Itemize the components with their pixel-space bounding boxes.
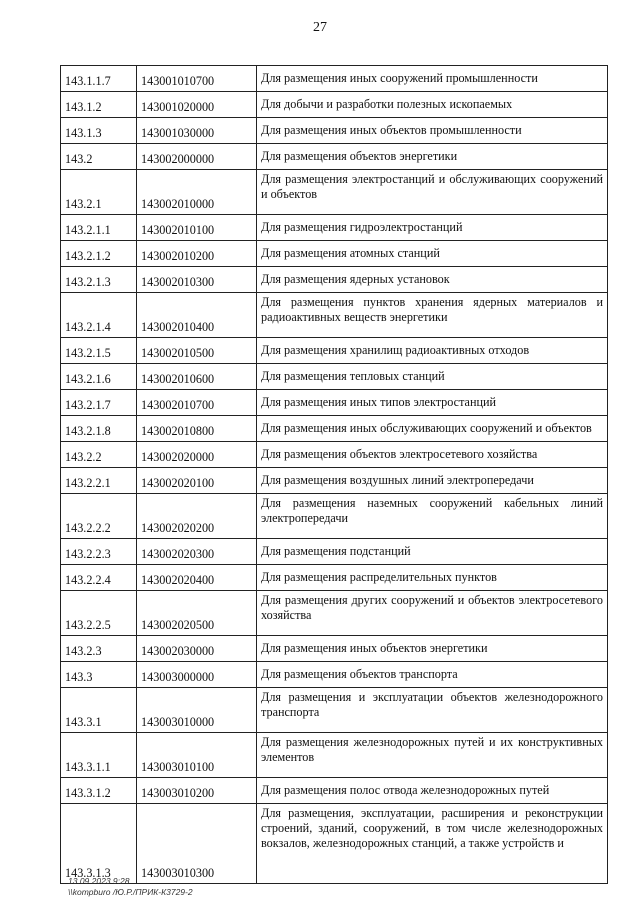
- number-cell: 143001030000: [137, 118, 257, 144]
- number-cell: 143002010400: [137, 293, 257, 338]
- description-cell: Для размещения иных сооружений промышленности: [257, 66, 608, 92]
- number-cell: 143003010300: [137, 804, 257, 884]
- table-row: [61, 215, 608, 241]
- description-cell: Для размещения объектов транспорта: [257, 662, 608, 688]
- number-cell: 143002020200: [137, 494, 257, 539]
- code-cell: 143.1.3: [61, 118, 137, 144]
- number-cell: 143002020000: [137, 442, 257, 468]
- table-row: [61, 778, 608, 804]
- number-cell: 143003010100: [137, 733, 257, 778]
- code-cell: 143.3.1.2: [61, 778, 137, 804]
- table-row: [61, 267, 608, 293]
- code-cell: 143.2.3: [61, 636, 137, 662]
- table-row: [61, 170, 608, 215]
- code-cell: 143.3.1.1: [61, 733, 137, 778]
- footer-timestamp: 13.09.2023 9:28: [68, 876, 130, 886]
- number-cell: 143003000000: [137, 662, 257, 688]
- number-cell: 143002010300: [137, 267, 257, 293]
- table-row: [61, 539, 608, 565]
- code-cell: 143.2.2: [61, 442, 137, 468]
- code-cell: 143.2: [61, 144, 137, 170]
- code-cell: 143.2.1.1: [61, 215, 137, 241]
- table-row: [61, 241, 608, 267]
- description-cell: Для размещения полос отвода железнодорожных путей: [257, 778, 608, 804]
- table-row: [61, 66, 608, 92]
- table-row: [61, 416, 608, 442]
- classification-table: [60, 65, 608, 884]
- description-cell: Для размещения иных обслуживающих сооружений и объектов: [257, 416, 608, 442]
- footer-file-path: \\kompburo /Ю.Р./ПРИК-К3729-2: [68, 887, 193, 897]
- code-cell: 143.3.1.3: [61, 804, 137, 884]
- number-cell: 143002010100: [137, 215, 257, 241]
- code-cell: 143.2.1.7: [61, 390, 137, 416]
- number-cell: 143003010000: [137, 688, 257, 733]
- code-cell: 143.2.1.2: [61, 241, 137, 267]
- number-cell: 143001020000: [137, 92, 257, 118]
- code-cell: 143.1.1.7: [61, 66, 137, 92]
- number-cell: 143002010500: [137, 338, 257, 364]
- code-cell: 143.2.1.5: [61, 338, 137, 364]
- table-row: [61, 364, 608, 390]
- number-cell: 143002020300: [137, 539, 257, 565]
- table-row: [61, 338, 608, 364]
- number-cell: 143001010700: [137, 66, 257, 92]
- code-cell: 143.3: [61, 662, 137, 688]
- code-cell: 143.2.1.4: [61, 293, 137, 338]
- description-cell: Для размещения пунктов хранения ядерных материалов и радиоактивных веществ энергетики: [257, 293, 608, 338]
- number-cell: 143002020400: [137, 565, 257, 591]
- description-cell: Для размещения наземных сооружений кабельных линий электропередачи: [257, 494, 608, 539]
- table-row: [61, 118, 608, 144]
- description-cell: Для размещения электростанций и обслуживающих сооружений и объектов: [257, 170, 608, 215]
- description-cell: Для размещения других сооружений и объектов электросетевого хозяйства: [257, 591, 608, 636]
- table-row: [61, 733, 608, 778]
- description-cell: Для размещения распределительных пунктов: [257, 565, 608, 591]
- description-cell: Для размещения ядерных установок: [257, 267, 608, 293]
- description-cell: Для размещения атомных станций: [257, 241, 608, 267]
- description-cell: Для размещения объектов электросетевого хозяйства: [257, 442, 608, 468]
- number-cell: 143002030000: [137, 636, 257, 662]
- table-row: [61, 92, 608, 118]
- description-cell: Для размещения иных объектов энергетики: [257, 636, 608, 662]
- code-cell: 143.2.2.3: [61, 539, 137, 565]
- table-row: [61, 442, 608, 468]
- table-row: [61, 390, 608, 416]
- number-cell: 143002020100: [137, 468, 257, 494]
- code-cell: 143.2.2.1: [61, 468, 137, 494]
- description-cell: Для размещения воздушных линий электропередачи: [257, 468, 608, 494]
- description-cell: Для размещения иных типов электростанций: [257, 390, 608, 416]
- table-body: [61, 66, 608, 884]
- table-row: [61, 636, 608, 662]
- description-cell: Для добычи и разработки полезных ископаемых: [257, 92, 608, 118]
- table-row: [61, 144, 608, 170]
- description-cell: Для размещения гидроэлектростанций: [257, 215, 608, 241]
- number-cell: 143002020500: [137, 591, 257, 636]
- code-cell: 143.3.1: [61, 688, 137, 733]
- code-cell: 143.2.1.3: [61, 267, 137, 293]
- table-row: [61, 494, 608, 539]
- table-row: [61, 688, 608, 733]
- table-row: [61, 565, 608, 591]
- number-cell: 143002010200: [137, 241, 257, 267]
- number-cell: 143002010000: [137, 170, 257, 215]
- footer-stamp: [68, 876, 193, 898]
- description-cell: Для размещения иных объектов промышленности: [257, 118, 608, 144]
- code-cell: 143.2.1.6: [61, 364, 137, 390]
- number-cell: 143003010200: [137, 778, 257, 804]
- code-cell: 143.2.1: [61, 170, 137, 215]
- code-cell: 143.1.2: [61, 92, 137, 118]
- code-cell: 143.2.2.2: [61, 494, 137, 539]
- code-cell: 143.2.2.5: [61, 591, 137, 636]
- description-cell: Для размещения, эксплуатации, расширения и реконструкции строений, зданий, сооружений, в том числе железнодорожных вокзалов, железнодорожных станций, а также устройств и: [257, 804, 608, 884]
- number-cell: 143002010700: [137, 390, 257, 416]
- description-cell: Для размещения и эксплуатации объектов железнодорожного транспорта: [257, 688, 608, 733]
- description-cell: Для размещения тепловых станций: [257, 364, 608, 390]
- page-number: 27: [313, 20, 327, 35]
- table-row: [61, 293, 608, 338]
- code-cell: 143.2.1.8: [61, 416, 137, 442]
- code-cell: 143.2.2.4: [61, 565, 137, 591]
- table-row: [61, 804, 608, 884]
- description-cell: Для размещения железнодорожных путей и их конструктивных элементов: [257, 733, 608, 778]
- number-cell: 143002010600: [137, 364, 257, 390]
- description-cell: Для размещения подстанций: [257, 539, 608, 565]
- number-cell: 143002010800: [137, 416, 257, 442]
- description-cell: Для размещения объектов энергетики: [257, 144, 608, 170]
- description-cell: Для размещения хранилищ радиоактивных отходов: [257, 338, 608, 364]
- table-row: [61, 591, 608, 636]
- number-cell: 143002000000: [137, 144, 257, 170]
- table-row: [61, 662, 608, 688]
- table-row: [61, 468, 608, 494]
